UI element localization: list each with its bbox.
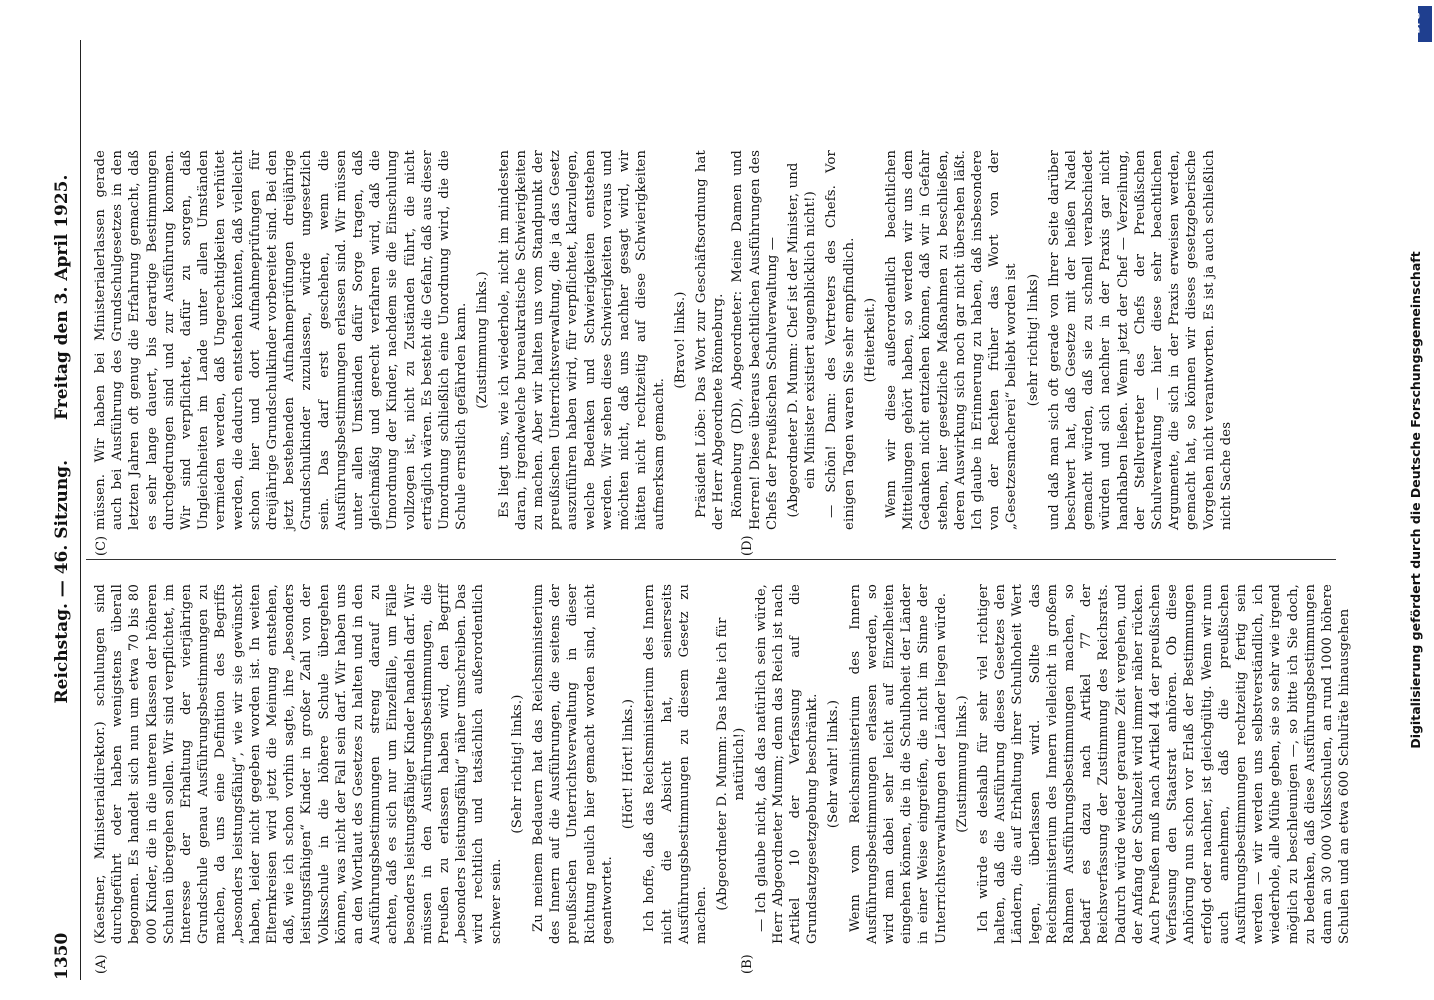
interjection: (Sehr richtig! links.) — [509, 694, 525, 834]
column-divider — [86, 559, 1336, 560]
interjection: (Zustimmung links.) — [954, 695, 970, 833]
margin-mark-a: (A) — [94, 954, 109, 974]
interjection: (Heiterkeit.) — [862, 297, 878, 383]
paragraph: Ich würde es deshalb für sehr viel richtiger halten, daß die Ausführung dieses Gesetzes den Ländern, die auf Erhaltung ihrer Schulhoheit Wert legen, überlassen wird. Sollte das Reichsministerium des Innern vielleicht in großem Rahmen Ausführungsbestimmungen machen, so bedarf es dazu nach Artikel 77 der Reichsverfassung der Zustimmung des Reichsrats. Dadurch würde wieder geraume Zeit vergehen, und der Anfang der Schulzeit wird immer näher rücken. Auch Preußen muß nach Artikel 44 der preußischen Verfassung den Staatsrat anhören. Ob diese Anhörung nun schon vor Erlaß der Bestimmungen erfolgt oder nachher, ist gleichgültig. Wenn wir nun auch annehmen, daß die preußischen Ausführungsbestimmungen rechtzeitig fertig sein werden — wir werden uns selbstverständlich, ich wiederhole, alle Mühe geben, sie so sehr wie irgend möglich zu beschleunigen —, so bitte ich Sie doch, zu bedenken, daß diese Ausführungsbestimmungen dann an 30 000 Volksschulen, an rund 1000 höhere Schulen und an etwa 600 Schulräte hinausgehen — [975, 584, 1353, 944]
right-text-column — [92, 150, 1237, 530]
left-text-column — [92, 584, 1355, 944]
header-rule — [80, 40, 81, 980]
paragraph: Zu meinem Bedauern hat das Reichsministerium des Innern auf die Ausführungen, die seitens der preußischen Unterrichtsverwaltung in dieser Richtung neulich hier gemacht worden sind, nicht geantwortet. — [531, 584, 615, 944]
dfg-logo — [1412, 6, 1432, 42]
rotated-document — [50, 40, 1353, 980]
dfg-credit: Digitalisierung gefördert durch die Deutsche Forschungsgemeinschaft — [1408, 251, 1423, 749]
paragraph: Rönneburg (DD), Abgeordneter: Meine Damen und Herren! Diese überaus beachtlichen Ausführungen des Chefs der Preußischen Schulverwaltung — — [730, 150, 780, 530]
interjection: (Abgeordneter D. Mumm: Das halte ich für natürlich!) — [715, 617, 748, 911]
paragraph: Wenn wir diese außerordentlich beachtlichen Mitteilungen gehört haben, so werden wir uns dem Gedanken nicht entziehen können, daß wir in Gefahr stehen, hier gesetzliche Maßnahmen zu beschließen, deren Auswirkung sich noch gar nicht übersehen läßt. Ich glaube in Erinnerung zu haben, daß insbesondere von der Rechten früher das Wort von der „Gesetzesmacherei“ beliebt worden ist — [883, 150, 1020, 530]
interjection: (Bravo! links.) — [672, 291, 688, 389]
paragraph: müssen. Wir haben bei Ministerialerlassen gerade auch bei Ausführung des Grundschulgesetzes in den letzten Jahren oft genug die Erfahrung gemacht, daß es sehr lange dauert, bis derartige Bestimmungen durchgedrungen sind und zur Ausführung kommen. Wir sind verpflichtet, dafür zu sorgen, daß Ungleichheiten im Lande unter allen Umständen vermieden werden, daß Ungerechtigkeiten verhütet werden, die dadurch entstehen könnten, daß vielleicht schon hier und dort Aufnahmeprüfungen für dreijährige Grundschulkinder vorbereitet sind. Bei den jetzt bestehenden Aufnahmeprüfungen dreijährige Grundschulkinder zuzulassen, würde ungesetzlich sein. Das darf erst geschehen, wenn die Ausführungsbestimmungen erlassen sind. Wir müssen unter allen Umständen dafür Sorge tragen, daß gleichmäßig und gerecht verfahren wird, daß die Umordnung der Kinder, nachdem sie die Einschulung vollzogen ist, nicht zu Zuständen führt, die nicht erträglich wären. Es besteht die Gefahr, daß aus dieser Umordnung schließlich eine Unordnung wird, die die Schule ernstlich gefährden kann. — [93, 150, 470, 530]
dfg-sidebar — [1404, 0, 1428, 1000]
paragraph: — Ich glaube nicht, daß das natürlich sein würde, Herr Abgeordneter Mumm; denn das Reich ist nach Artikel 10 der Verfassung auf die Grundsatzgesetzgebung beschränkt. — [753, 584, 821, 944]
dfg-logo-text: DFG — [1412, 12, 1423, 34]
paragraph: Wenn vom Reichsministerium des Innern Ausführungsbestimmungen erlassen werden, so wird man dabei sehr leicht auf Einzelheiten eingehen können, die in die Schulhoheit der Länder in einer Weise eingreifen, die nicht im Sinne der Unterrichtsverwaltungen der Länder liegen würde. — [847, 584, 949, 944]
page-number: 1350 — [52, 932, 72, 980]
session-title: Reichstag. — 46. Sitzung. — [52, 460, 72, 704]
margin-mark-b: (B) — [740, 954, 755, 974]
interjection: (Sehr wahr! links.) — [826, 699, 842, 829]
paragraph: Ich hoffe, daß das Reichsministerium des Innern nicht die Absicht hat, seinerseits Ausführungsbestimmungen zu diesem Gesetz zu machen. — [642, 584, 709, 944]
margin-mark-d: (D) — [740, 535, 755, 556]
paragraph: Es liegt uns, wie ich wiederhole, nicht im mindesten daran, irgendwelche bureaukratische Schwierigkeiten zu machen. Aber wir halten uns vom Standpunkt der preußischen Unterrichtsverwaltung, die ja das Gesetz auszuführen haben wird, für verpflichtet, klarzulegen, welche Bedenken und Schwierigkeiten entstehen werden. Wir sehen diese Schwierigkeiten voraus und möchten nicht, daß uns nachher gesagt wird, wir hätten nicht rechtzeitig auf diese Schwierigkeiten aufmerksam gemacht. — [496, 150, 667, 530]
paragraph: (Kaestner, Ministerialdirektor.) schulungen sind durchgeführt oder haben wenigstens überall begonnen. Es handelt sich nun um etwa 70 bis 80 000 Kinder, die in die unteren Klassen der höheren Schulen übergehen sollen. Wir sind verpflichtet, im Interesse der Erhaltung der vierjährigen Grundschule genau Ausführungsbestimmungen zu machen, da uns eine Definition des Begriffs „besonders leistungsfähig“, wie wir sie gewünscht haben, leider nicht gegeben worden ist. In weiten Elternkreisen wird jetzt die Meinung entstehen, daß, wie ich schon vorhin sagte, ihre „besonders leistungsfähigen“ Kinder in großer Zahl von der Volksschule in die höhere Schule übergehen können, was nicht der Fall sein darf. Wir haben uns an den Wortlaut des Gesetzes zu halten und in den Ausführungsbestimmungen streng darauf zu achten, daß es sich nur um Einzelfälle, um Fälle besonders leistungsfähiger Kinder handeln darf. Wir müssen in den Ausführungsbestimmungen, die Preußen zu erlassen haben wird, den Begriff „besonders leistungsfähig“ näher umschreiben. Das wird rechtlich und tatsächlich außerordentlich schwer sein. — [93, 584, 504, 944]
interjection: (Hört! Hört! links.) — [621, 698, 637, 830]
paragraph: Präsident Löbe: Das Wort zur Geschäftsordnung hat der Herr Abgeordnete Rönneburg. — [693, 150, 727, 530]
paragraph: und daß man sich oft gerade von Ihrer Seite darüber beschwert hat, daß Gesetze mit der heißen Nadel gemacht würden, daß sie zu schnell verabschiedet würden und sich nachher in der Praxis gar nicht handhaben ließen. Wenn jetzt der Chef — Verzeihung, der Stellvertreter des Chefs der Preußischen Schulverwaltung — hier diese sehr beachtlichen Argumente, die sich in der Praxis erweisen werden, gemacht hat, so können wir dieses gesetzgeberische Vorgehen nicht verantworten. Es ist ja auch schließlich nicht Sache des — [1046, 150, 1234, 530]
interjection: (Zustimmung links.) — [475, 271, 491, 409]
interjection: (sehr richtig! links) — [1025, 273, 1041, 407]
interjection: (Abgeordneter D. Mumm: Chef ist der Minister, und ein Minister existiert augenblicklich nicht!) — [785, 162, 819, 518]
margin-mark-c: (C) — [94, 535, 109, 556]
session-date: Freitag den 3. April 1925. — [52, 174, 72, 420]
paragraph: — Schön! Dann: des Vertreters des Chefs. Vor einigen Tagen waren Sie sehr empfindlich. — [824, 150, 857, 530]
